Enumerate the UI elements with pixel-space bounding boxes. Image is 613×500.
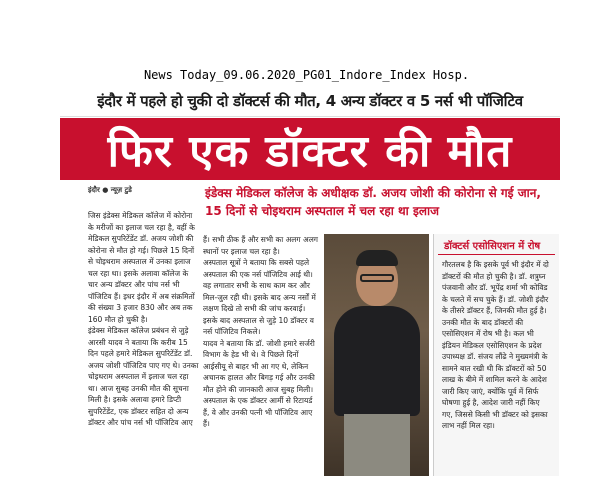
photo-hair xyxy=(356,250,398,266)
clip-caption: News Today_09.06.2020_PG01_Indore_Index Hosp. xyxy=(143,68,470,82)
subheadline: इंडेक्स मेडिकल कॉलेज के अधीक्षक डॉ. अजय जोशी की कोरोना से गई जान, 15 दिनों से चोइथराम अस्पताल में चल रहा था इलाज xyxy=(205,186,541,218)
sidebar-body: गौरतलब है कि इसके पूर्व भी इंदौर में दो डॉक्टरों की मौत हो चुकी है। डॉ. शत्रुघ्न पंजवानी और डॉ. भूपेंद्र शर्मा भी कोविड के चलते में सच चुके हैं। डॉ. जोशी इंदौर के तीसरे डॉक्टर हैं, जिनकी मौत हुई है। उनकी मौत के बाद डॉक्टरों की एसोसिएशन में रोष भी है। कल भी इंडियन मेडिकल एसोसिएशन के प्रदेश उपाध्यक्ष डॉ. संजय लौंढे ने मुख्यमंत्री के सामने बात रखी थी कि डॉक्टरों को 50 लाख के बीमे में शामिल करने के आदेश जारी किए जाएं, क्योंकि पूर्व में सिर्फ घोषणा हुई है, आदेश जारी नहीं किए गए, जिससे किसी भी डॉक्टर को इसका लाभ नहीं मिल रहा। xyxy=(442,260,549,430)
photo-pants xyxy=(344,414,410,476)
sidebar-box xyxy=(433,234,559,476)
photo-shirt xyxy=(334,306,420,416)
dateline: इंदौर ● न्यूज़ टुडे xyxy=(88,186,132,194)
sidebar-title: डॉक्टर्स एसोसिएशन में रोष xyxy=(438,234,555,255)
article-column-2: हैं। सभी ठीक हैं और सभी का अलग अलग स्थानों पर इलाज चल रहा है। अस्पताल सूत्रों ने बताया कि सबसे पहले अस्पताल की एक नर्स पॉजिटिव आई थी। वह लगातार सभी के साथ काम कर और मिल-जुल रही थी। इसके बाद अन्य नर्सों में लक्षण दिखे तो सभी की जांच करवाई। इसके बाद अस्पताल से जुड़े 10 डॉक्टर व नर्स पॉजिटिव निकले। यादव ने बताया कि डॉ. जोशी हमारे सर्जरी विभाग के हेड भी थे। वे पिछले दिनों आईसीयू से बाहर भी आ गए थे, लेकिन अचानक हालत और बिगड़ गई और उनकी मौत होने की जानकारी आज सुबह मिली। अस्पताल के एक डॉक्टर आर्मी से रिटायर्ड हैं, वे और उनकी पत्नी भी पॉजिटिव आए हैं। xyxy=(203,235,319,428)
article-column-1: जिस इंडेक्स मेडिकल कॉलेज में कोरोना के मरीजों का इलाज चल रहा है, वहीं के मेडिकल सुपरिटेंडेंट डॉ. अजय जोशी की कोरोना से मौत हो गई। पिछले 15 दिनों से चोइथराम अस्पताल में उनका इलाज चल रहा था। इसके अलावा कॉलेज के चार अन्य डॉक्टर और पांच नर्स भी पॉजिटिव हैं। इधर इंदौर में अब संक्रमितों की संख्या 3 हजार 830 और अब तक 160 मौत हो चुकी है। इंडेक्स मेडिकल कॉलेज प्रबंधन से जुड़े आरसी यादव ने बताया कि करीब 15 दिन पहले हमारे मेडिकल सुपरिटेंडेंट डॉ. अजय जोशी पॉजिटिव पाए गए थे। उनका चोइथराम अस्पताल में इलाज चल रहा था। आज सुबह उनकी मौत की सूचना मिली है। इसके अलावा हमारे डिप्टी सुपरिटेंडेंट, एक डॉक्टर सहित दो अन्य डॉक्टर और पांच नर्स भी पॉजिटिव आए xyxy=(88,211,199,427)
photo-glasses xyxy=(360,274,394,282)
doctor-photo xyxy=(324,234,429,476)
main-headline: फिर एक डॉक्टर की मौत xyxy=(107,126,513,177)
top-headline: इंदौर में पहले हो चुकी दो डॉक्टर्स की मौत, 4 अन्य डॉक्टर व 5 नर्स भी पॉजिटिव xyxy=(60,86,560,117)
main-headline-banner xyxy=(60,118,560,180)
newspaper-clipping xyxy=(60,86,560,476)
